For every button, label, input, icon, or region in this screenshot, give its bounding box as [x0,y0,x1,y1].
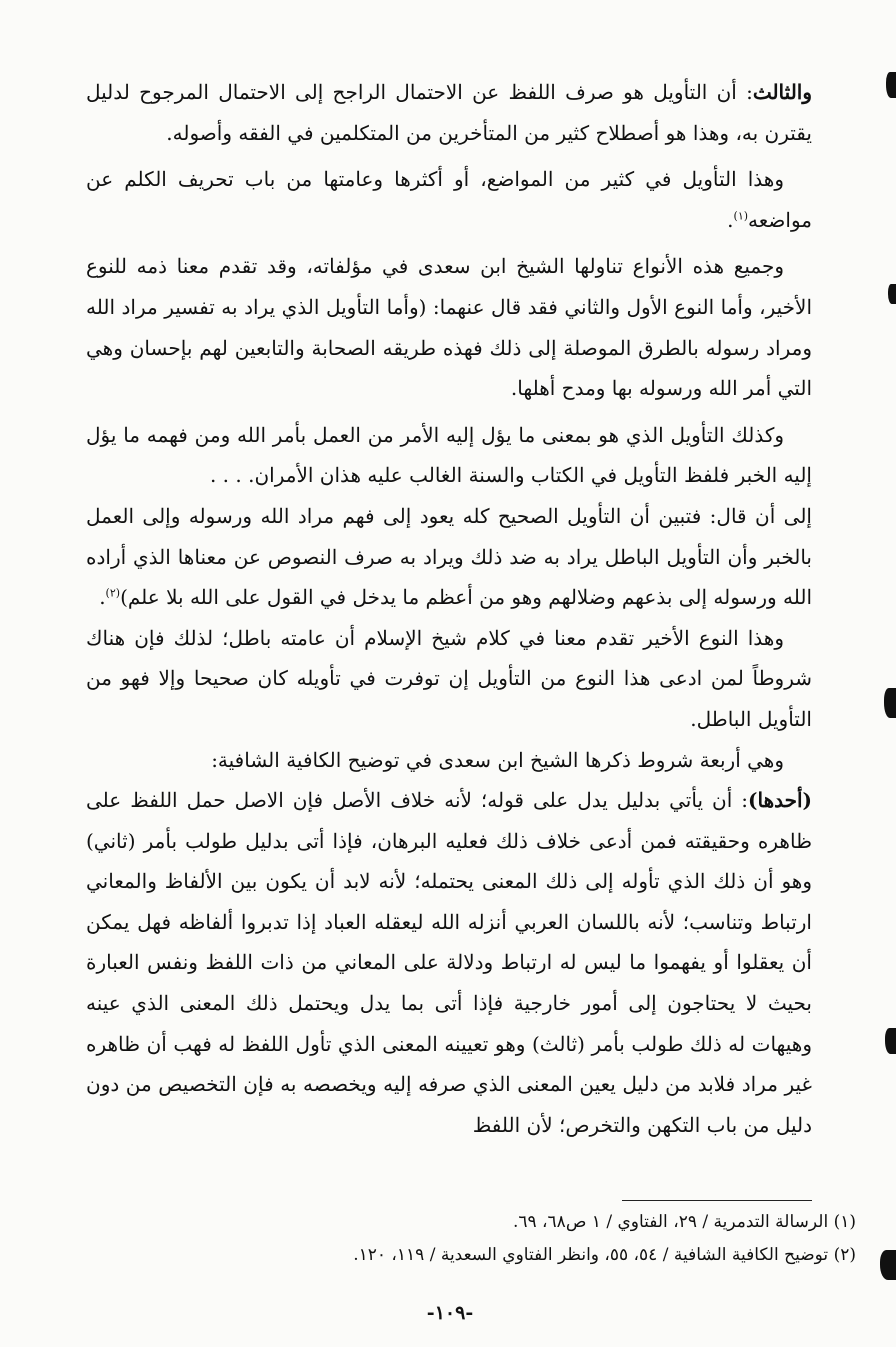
paragraph-4 [86,415,812,496]
paragraph-1 [86,72,812,153]
scan-mark [880,1250,896,1280]
paragraph-tail: . [727,207,734,232]
scan-mark [884,688,896,718]
footnote-ref[interactable]: (٢) [105,586,121,600]
paragraph-body: وجميع هذه الأنواع تناولها الشيخ ابن سعدى في مؤلفاته، وقد تقدم معنا ذمه للنوع الأخير، وأما النوع الأول والثاني فقد قال عنهما: (وأما التأويل الذي يراد به تفسير مراد الله ومراد رسوله بالطرق الموصلة إلى ذلك فهذه طريقه الصحابة والتابعين لهم بإحسان وهي التي أمر الله ورسوله بها ومدح أهلها. [86,254,812,401]
scan-mark [885,1028,896,1054]
paragraph-2 [86,159,812,240]
paragraph-lead: (أحدها) [748,788,812,813]
scan-mark [886,72,896,98]
footnote-2: (٢) توضيح الكافية الشافية / ٥٤، ٥٥، وانظر الفتاوي السعدية / ١١٩، ١٢٠. [353,1245,856,1265]
paragraph-3 [86,246,812,408]
paragraph-body: : أن التأويل هو صرف اللفظ عن الاحتمال الراجح إلى الاحتمال المرجوح لدليل يقترن به، وهذا هو أصطلاح كثير من المتأخرين من المتكلمين في الفقه وأصوله. [86,80,812,145]
footnotes [86,1206,856,1272]
paragraph-5 [86,496,812,618]
footnote-ref[interactable]: (١) [733,209,749,223]
paragraph-7 [86,740,812,781]
paragraph-body: وكذلك التأويل الذي هو بمعنى ما يؤل إليه الأمر من العمل بأمر الله ومن فهمه ما يؤل إليه الخبر فلفظ التأويل في الكتاب والسنة الغالب عليه هذان الأمران. . . . [86,422,812,488]
footnote-1: (١) الرسالة التدمرية / ٢٩، الفتاوي / ١ ص٦٨، ٦٩. [512,1212,856,1232]
paragraph-body: وهي أربعة شروط ذكرها الشيخ ابن سعدى في توضيح الكافية الشافية: [211,747,784,772]
main-text [86,72,812,1145]
paragraph-8 [86,780,812,1145]
paragraph-body: : أن يأتي بدليل يدل على قوله؛ لأنه خلاف الأصل فإن الاصل حمل اللفظ على ظاهره وحقيقته فمن أدعى خلاف ذلك فعليه البرهان، فإذا أتى بدليل طولب بأمر (ثاني) وهو أن ذلك الذي تأوله إلى ذلك المعنى يحتمله؛ لأنه لابد أن يكون بين الألفاظ والمعاني ارتباط وتناسب؛ لأنه باللسان العربي أنزله الله ليعقله العباد إذا تدبروا ألفاظه فهل يمكن أن يعقلوا أو يفهموا ما ليس له ارتباط ودلالة على المعاني من ذات اللفظ ونفس العبارة بحيث لا يحتاجون إلى أمور خارجية فإذا أتى بما يدل ويحتمل ذلك المعنى الذي عينه وهيهات له ذلك طولب بأمر (ثالث) وهو تعيينه المعنى الذي تأول اللفظ له فهب أن ظاهره غير مراد فلابد من دليل يعين المعنى الذي صرفه إليه ويخصصه به فإن التخصيص من دون دليل من باب التكهن والتخرص؛ لأن اللفظ [86,788,812,1137]
paragraph-6 [86,618,812,740]
paragraph-body: وهذا النوع الأخير تقدم معنا في كلام شيخ الإسلام أن عامته باطل؛ لذلك فإن هناك شروطاً لمن ادعى هذا النوع من التأويل إن توفرت في تأويله كان صحيحا وإلا فهو من التأويل الباطل. [86,625,812,731]
page-number: -١٠٩- [426,1302,474,1324]
paragraph-body: وهذا التأويل في كثير من المواضع، أو أكثرها وعامتها من باب تحريف الكلم عن مواضعه [86,167,812,232]
scan-mark [888,284,896,304]
paragraph-tail: . [99,585,106,610]
footnote-divider [622,1200,812,1201]
paragraph-body: إلى أن قال: فتبين أن التأويل الصحيح كله يعود إلى فهم مراد الله ورسوله وإلى العمل بالخبر وأن التأويل الباطل يراد به ضد ذلك ويراد به صرف النصوص عن معناها الذي أراده الله ورسوله إلى بذعهم وضلالهم وهو من أعظم ما يدخل في القول على الله بلا علم) [86,503,812,610]
paragraph-lead: والثالث [752,80,812,104]
